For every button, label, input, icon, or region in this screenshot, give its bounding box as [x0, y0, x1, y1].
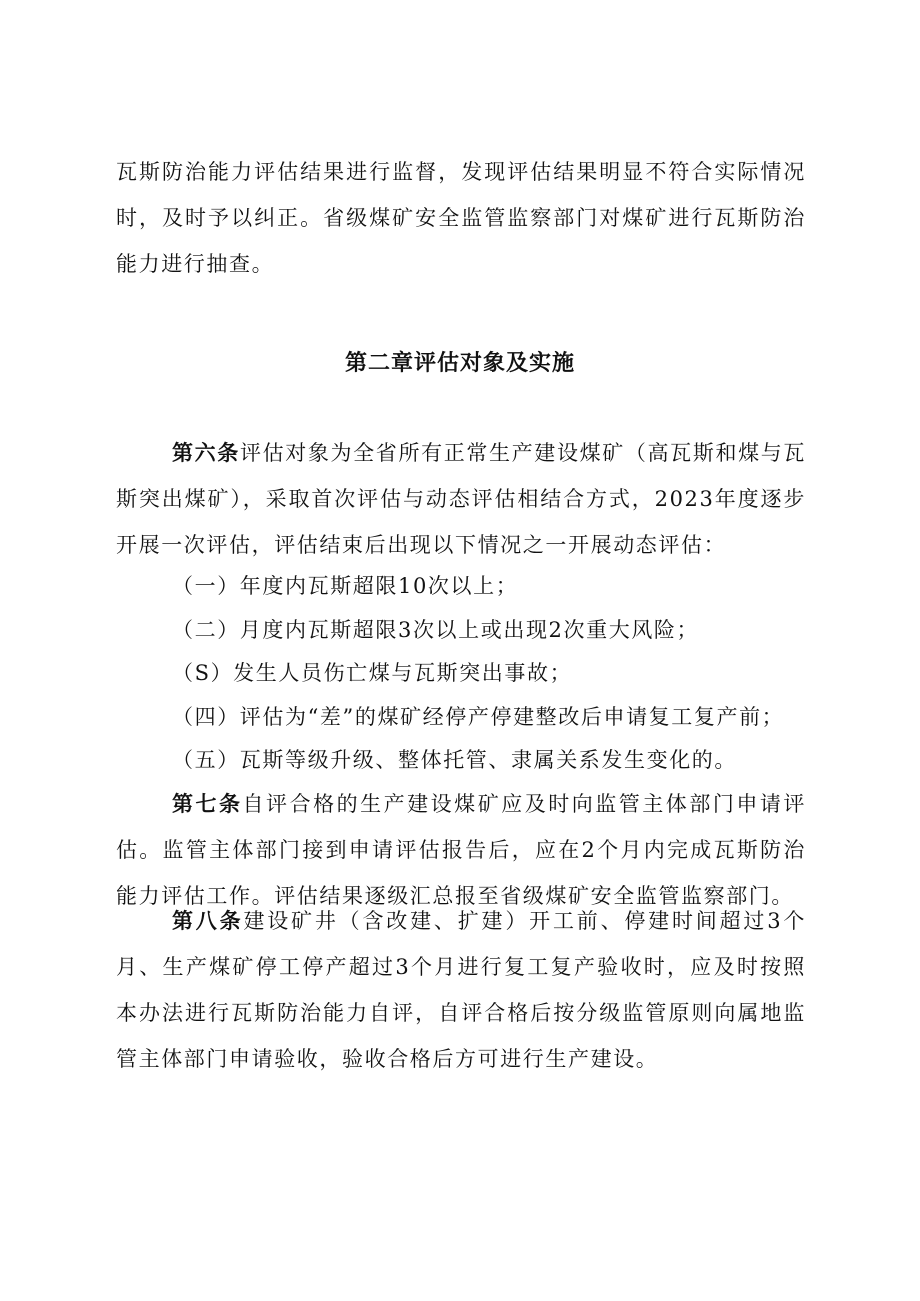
article-6-text: 评估对象为全省所有正常生产建设煤矿（高瓦斯和煤与瓦斯突出煤矿），采取首次评估与动态评估相结合方式，2023年度逐步开展一次评估，评估结束后出现以下情况之一开展动态评估：	[116, 441, 806, 557]
condition-item-4: （四）评估为“差”的煤矿经停产停建整改后申请复工复产前；	[172, 704, 785, 729]
article-7-text: 自评合格的生产建设煤矿应及时向监管主体部门申请评估。监管主体部门接到申请评估报告后，应在2个月内完成瓦斯防治能力评估工作。评估结果逐级汇总报至省级煤矿安全监管监察部门。	[116, 792, 806, 908]
condition-item-5: （五）瓦斯等级升级、整体托管、隶属关系发生变化的。	[172, 748, 737, 772]
article-6-label: 第六条	[172, 440, 240, 465]
article-6-paragraph	[116, 430, 806, 568]
chapter-title: 第二章评估对象及实施	[344, 350, 575, 376]
continuation-paragraph: 瓦斯防治能力评估结果进行监督，发现评估结果明显不符合实际情况时，及时予以纠正。省级煤矿安全监管监察部门对煤矿进行瓦斯防治能力进行抽查。	[116, 160, 806, 276]
article-8-text: 建设矿井（含改建、扩建）开工前、停建时间超过3个月、生产煤矿停工停产超过3个月进行复工复产验收时，应及时按照本办法进行瓦斯防治能力自评，自评合格后按分级监管原则向属地监管主体部门申请验收，验收合格后方可进行生产建设。	[116, 909, 806, 1071]
condition-item-1: （一）年度内瓦斯超限10次以上；	[172, 574, 519, 598]
condition-list	[172, 565, 832, 783]
article-8-paragraph	[116, 898, 806, 1082]
condition-item-3: （S）发生人员伤亡煤与瓦斯突出事故；	[172, 661, 573, 685]
article-8-label: 第八条	[172, 908, 244, 933]
condition-item-2: （二）月度内瓦斯超限3次以上或出现2次重大风险；	[172, 617, 700, 642]
article-7-label: 第七条	[172, 791, 243, 816]
